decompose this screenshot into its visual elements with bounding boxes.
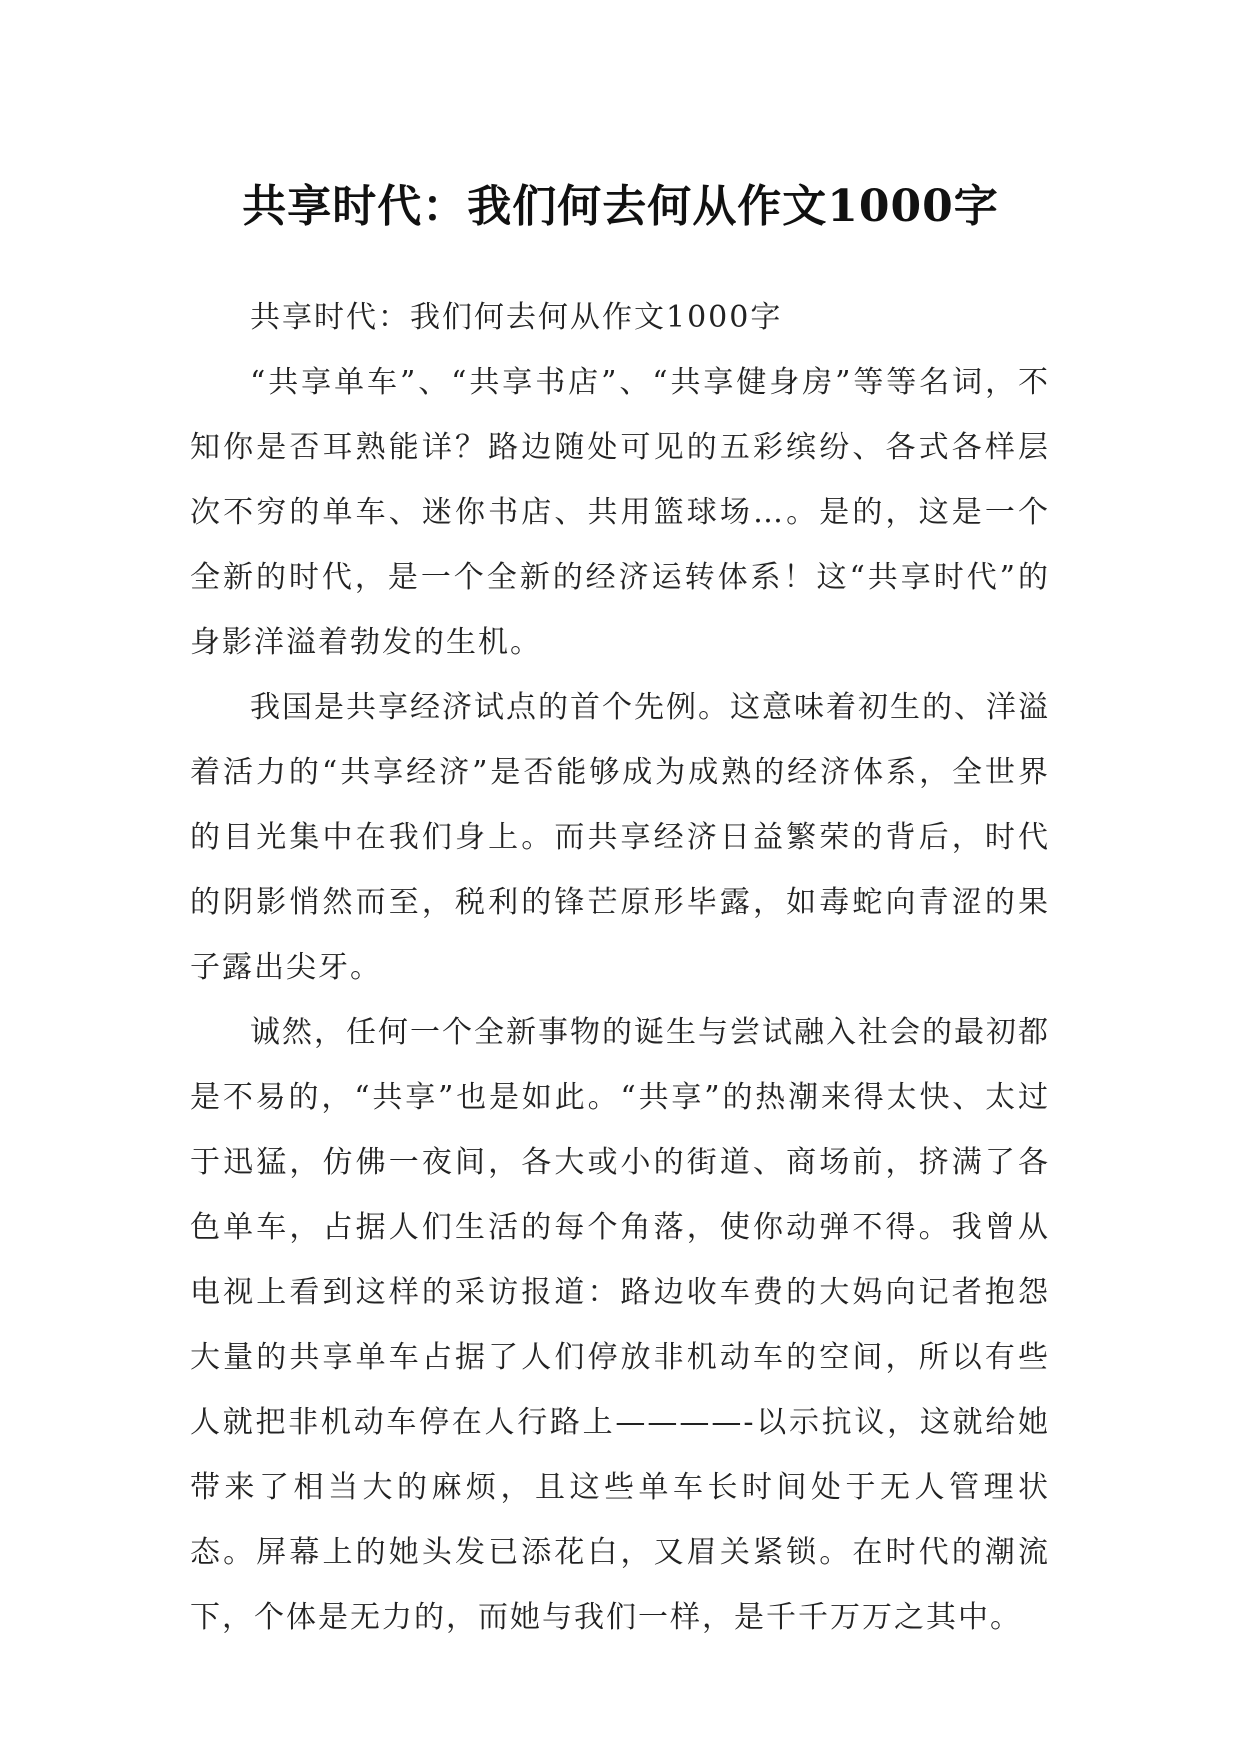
document-title: 共享时代：我们何去何从作文1000字 [242, 181, 999, 233]
paragraph: 诚然，任何一个全新事物的诞生与尝试融入社会的最初都是不易的，“共享”也是如此。“共享”的热潮来得太快、太过于迅猛，仿佛一夜间，各大或小的街道、商场前，挤满了各色单车，占据人们生活的每个角落，使你动弹不得。我曾从电视上看到这样的采访报道：路边收车费的大妈向记者抱怨大量的共享单车占据了人们停放非机动车的空间，所以有些人就把非机动车停在人行路上————-以示抗议，这就给她带来了相当大的麻烦，且这些单车长时间处于无人管理状态。屏幕上的她头发已添花白，又眉关紧锁。在时代的潮流下，个体是无力的，而她与我们一样，是千千万万之其中。 [190, 1015, 1050, 1635]
document-body [190, 285, 1050, 1650]
paragraph: 我国是共享经济试点的首个先例。这意味着初生的、洋溢着活力的“共享经济”是否能够成为成熟的经济体系，全世界的目光集中在我们身上。而共享经济日益繁荣的背后，时代的阴影悄然而至，税利的锋芒原形毕露，如毒蛇向青涩的果子露出尖牙。 [190, 690, 1050, 985]
paragraph-subtitle: 共享时代：我们何去何从作文1000字 [250, 300, 783, 335]
paragraph: “共享单车”、“共享书店”、“共享健身房”等等名词，不知你是否耳熟能详？路边随处可见的五彩缤纷、各式各样层次不穷的单车、迷你书店、共用篮球场…。是的，这是一个全新的时代，是一个全新的经济运转体系！这“共享时代”的身影洋溢着勃发的生机。 [190, 365, 1050, 660]
